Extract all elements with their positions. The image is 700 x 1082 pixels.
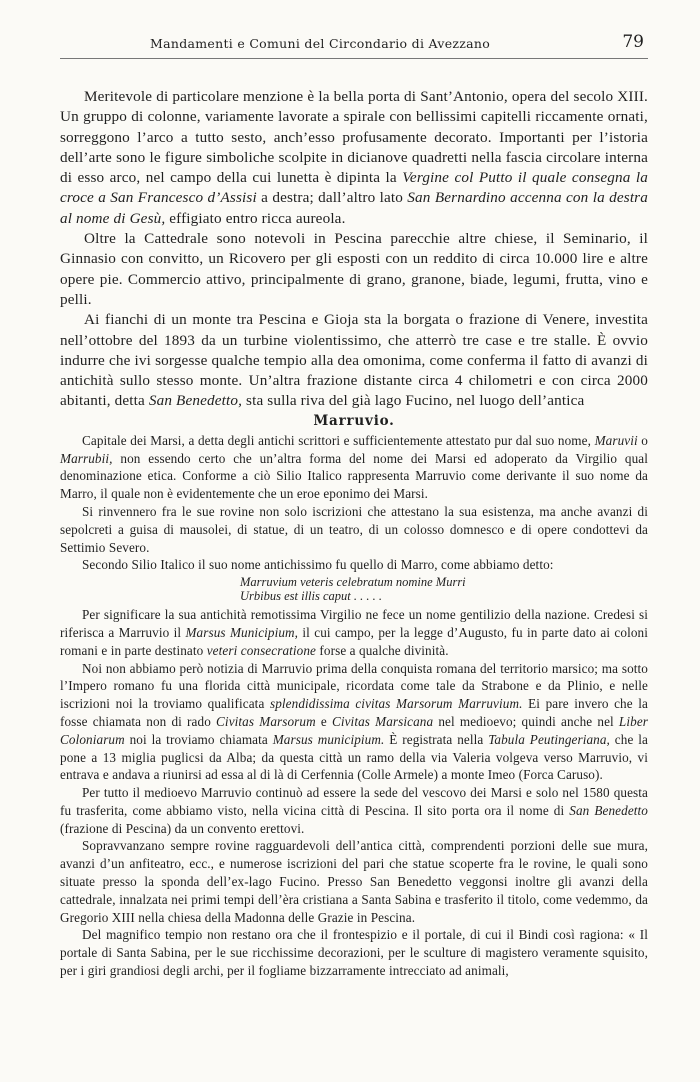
intro-paragraph-1: Meritevole di particolare menzione è la bella porta di Sant’Antonio, opera del secolo XIII. Un gruppo di colonne, variamente lavorate a spirale con bellissimi capitelli riccamente ornati, sorreggono l’arco a tutto sesto, anch’esso profusamente decorato. Importanti per l’istoria dell’arte sono le figure simboliche scolpite in dicianove quadretti nella fascia circolare interna di esso arco, nel campo della cui lunetta è dipinta la Vergine col Putto il quale consegna la croce a San Francesco d’Assisi a destra; dall’altro lato San Bernardino accenna con la destra al nome di Gesù, effigiato entro ricca aureola. [60,88,649,227]
section-heading: Marruvio. [313,412,395,429]
page-header [60,34,648,59]
intro-paragraph-3: Ai fianchi di un monte tra Pescina e Gioja sta la borgata o frazione di Venere, investita nell’ottobre del 1893 da un turbine violentissimo, che atterrò tre case e tre stalle. È ovvio indurre che ivi sorgesse qualche tempio alla dea omonima, come conferma il fatto di avanzi di antichità sullo stesso monte. Un’altra frazione distante circa 4 chilometri e con circa 2000 abitanti, detta San Benedetto, sta sulla riva del già lago Fucino, nel luogo dell’antica [60,311,648,410]
section-paragraph-5: Noi non abbiamo però notizia di Marruvio prima della conquista romana del territorio marsico; ma sotto l’Impero romano fu una florida città municipale, ricordata come tale da Strabone e da Plinio, e nelle iscrizioni noi la troviamo qualificata splendidissima civitas Marsorum Marruvium. Ei pare invero che la fosse chiamata non di rado Civitas Marsorum e Civitas Marsicana nel medioevo; quindi anche nel Liber Coloniarum noi la troviamo chiamata Marsus municipium. È registrata nella Tabula Peutingeriana, che la pone a 13 miglia puglicsi da Alba; da questa città un ramo della via Valeria volgeva verso Marruvio, vi entrava e andava a riunirsi ad essa al di là di Cerfennia (Colle Armele) a monte Imeo (Forca Caruso). [60,660,648,783]
running-head: Mandamenti e Comuni del Circondario di Avezzano [150,36,491,51]
section-paragraph-3: Secondo Silio Italico il suo nome antichissimo fu quello di Marro, come abbiamo detto: [82,557,554,573]
verse-line-2: Urbibus est illis caput . . . . . [240,589,383,604]
page-number: 79 [622,32,644,52]
section-paragraph-1: Capitale dei Marsi, a detta degli antichi scrittori e sufficientemente attestato pur dal suo nome, Maruvii o Marrubii, non essendo certo che un’altra forma del nome dei Marsi ed adoperato da Virgilio qual denominazione etica. Conforme a ciò Silio Italico rappresenta Marruvio come derivante il suo nome da Marro, il quale non è evidentemente che un eroe eponimo dei Marsi. [60,432,648,502]
intro-text [60,87,648,412]
verse-quote [120,575,648,603]
section-paragraph-7: Sopravvanzano sempre rovine ragguardevoli dell’antica città, comprendenti porzioni delle sue mura, avanzi d’un anfiteatro, ecc., e numerose iscrizioni del pari che statue scoperte fra le rovine, le quali sono situate presso la sponda dell’ex-lago Fucino. Presso San Benedetto veggonsi inoltre gli avanzi della cattedrale, innalzata nei primi tempi dell’èra cristiana a Santa Sabina e trasferito il titolo, come vedemmo, da Gregorio XIII nella chiesa della Madonna delle Grazie in Pescina. [60,838,648,925]
section-paragraph-2: Si rinvennero fra le sue rovine non solo iscrizioni che attestano la sua esistenza, ma anche avanzi di sepolcreti a guisa di mausolei, di statue, di un teatro, di un colosso domnesco e di opere condottevi da Settimio Severo. [60,503,648,555]
section-paragraph-8: Del magnifico tempio non restano ora che il frontespizio e il portale, di cui il Bindi così ragiona: « Il portale di Santa Sabina, per le sue ricchissime decorazioni, per le sculture di magistero veramente squisito, per i giri grandiosi degli archi, per il fogliame bizzarramente intrecciato ad animali, [60,927,648,979]
section-paragraph-4: Per significare la sua antichità remotissima Virgilio ne fece un nome gentilizio della nazione. Credesi si riferisca a Marruvio il Marsus Municipium, il cui campo, per la legge d’Augusto, fu in parte dato ai coloni romani e in parte destinato veteri consecratione forse a qualche divinità. [60,607,648,658]
section-paragraph-6: Per tutto il medioevo Marruvio continuò ad essere la sede del vescovo dei Marsi e solo nel 1580 questa fu trasferita, come abbiamo visto, nella vicina città di Pescina. Il sito porta ora il nome di San Benedetto (frazione di Pescina) da un convento erettovi. [60,785,648,836]
verse-line-1: Marruvium veteris celebratum nomine Murri [240,575,466,590]
section-text [60,432,648,980]
intro-paragraph-2: Oltre la Cattedrale sono notevoli in Pescina parecchie altre chiese, il Seminario, il Ginnasio con convitto, un Ricovero per gli esposti con un reddito di circa 10.000 lire e altre opere pie. Commercio attivo, principalmente di grano, granone, biade, legumi, frutta, vino e pelli. [60,230,648,308]
